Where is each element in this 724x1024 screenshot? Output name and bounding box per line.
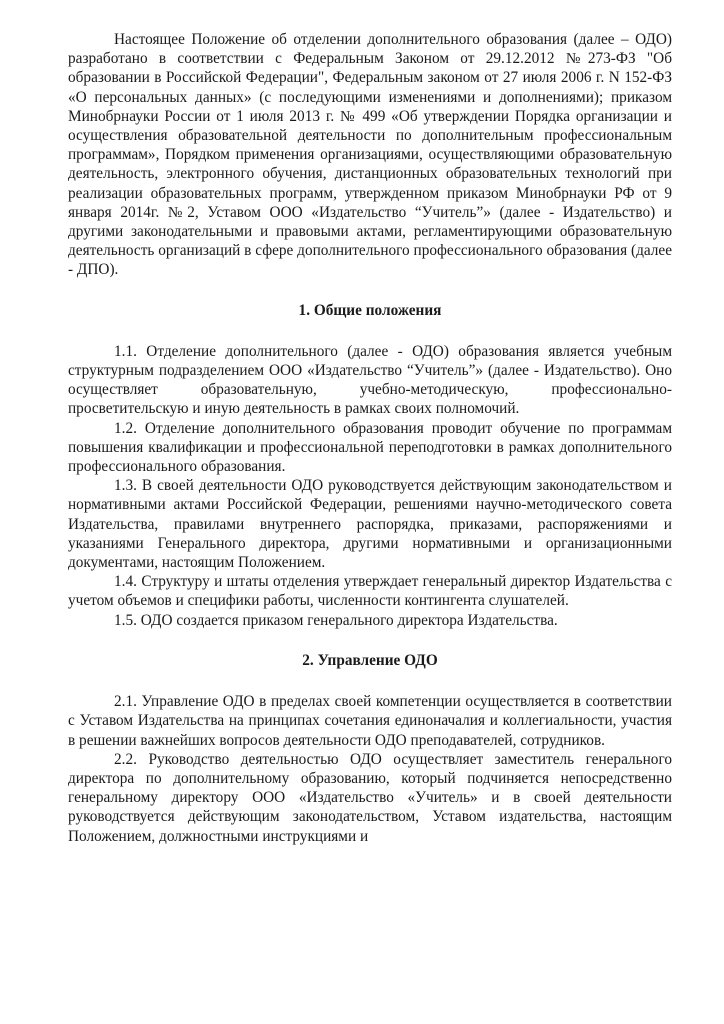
document-page (68, 30, 672, 846)
section-2-heading: 2. Управление ОДО (302, 651, 438, 669)
clause-1-3: 1.3. В своей деятельности ОДО руководствуется действующим законодательством и нормативными актами Российской Федерации, решениями научно-методического совета Издательства, правилами внутреннего распорядка, приказами, распоряжениями и указаниями Генерального директора, другими нормативными и организационными документами, настоящим Положением. (68, 477, 672, 572)
clause-1-5: 1.5. ОДО создается приказом генерального директора Издательства. (114, 611, 558, 629)
clause-2-1: 2.1. Управление ОДО в пределах своей компетенции осуществляется в соответствии с Уставом Издательства на принципах сочетания единоначалия и коллегиальности, участия в решении важнейших вопросов деятельности ОДО преподавателей, сотрудников. (68, 693, 672, 749)
section-1-heading: 1. Общие положения (298, 301, 442, 319)
clause-2-2: 2.2. Руководство деятельностью ОДО осуществляет заместитель генерального директора по дополнительному образованию, который подчиняется непосредственно генеральному директору ООО «Издательство «Учитель» и в своей деятельности руководствуется действующим законодательством, Уставом издательства, настоящим Положением, должностными инструкциями и (68, 750, 672, 845)
clause-1-2: 1.2. Отделение дополнительного образования проводит обучение по программам повышения квалификации и профессиональной переподготовки в рамках дополнительного профессионального образования. (68, 419, 672, 476)
intro-paragraph: Настоящее Положение об отделении дополнительного образования (далее – ОДО) разработано в соответствии с Федеральным Законом от 29.12.2012 №273-ФЗ "Об образовании в Российской Федерации", Федеральным законом от 27 июля 2006 г. N 152-ФЗ «О персональных данных» (с последующими изменениями и дополнениями); приказом Минобрнауки России от 1 июля 2013 г. № 499 «Об утверждении Порядка организации и осуществления образовательной деятельности по дополнительным профессиональным программам», Порядком применения организациями, осуществляющими образовательную деятельность, электронного обучения, дистанционных образовательных технологий при реализации образовательных программ, утвержденном приказом Минобрнауки РФ от 9 января 2014г. №2, Уставом ООО «Издательство “Учитель”» (далее - Издательство) и другими законодательными и правовыми актами, регламентирующими образовательную деятельность организаций в сфере дополнительного профессионального образования (далее - ДПО). (68, 31, 672, 279)
clause-1-1: 1.1. Отделение дополнительного (далее - ОДО) образования является учебным структурным подразделением ООО «Издательство “Учитель”» (далее - Издательство). Оно осуществляет образовательную, учебно-методическую, профессионально-просветительскую и иную деятельность в рамках своих полномочий. (68, 342, 672, 418)
clause-1-4: 1.4. Структуру и штаты отделения утверждает генеральный директор Издательства с учетом объемов и специфики работы, численности контингента слушателей. (68, 573, 672, 610)
